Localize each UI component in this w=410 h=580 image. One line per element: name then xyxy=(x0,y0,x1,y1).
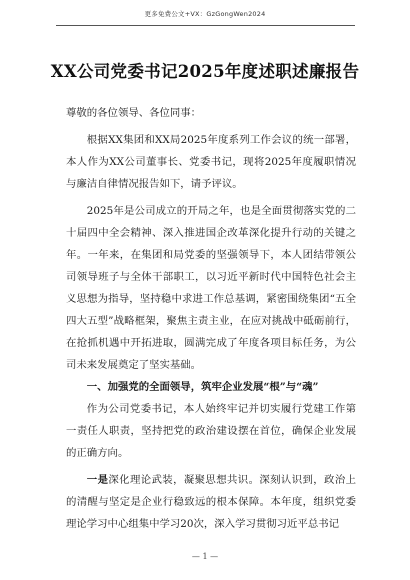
point-paragraph xyxy=(66,469,356,535)
document-title: XX公司党委书记2025年度述职述廉报告 xyxy=(50,62,360,81)
header-note: 更多免费公文+VX：GzGongWen2024 xyxy=(144,10,266,18)
point-text: 深化理论武装，凝聚思想共识。深刻认识到，政治上的清醒与坚定是企业行稳致远的根本保障。本年度，组织党委理论学习中心组集中学习20次，深入学习贯彻习近平总书记 xyxy=(66,474,357,530)
salutation: 尊敬的各位领导、各位同事： xyxy=(66,107,202,119)
page-number: — 1 — xyxy=(191,552,219,561)
overview-paragraph: 2025年是公司成立的开局之年，也是全面贯彻落实党的二十届四中全会精神、深入推进国企改革深化提升行动的关键之年。一年来，在集团和局党委的坚强领导下，本人团结带领公司领导班子与全体干部职工，以习近平新时代中国特色社会主义思想为指导，坚持稳中求进工作总基调，紧密围绕集团“五全四大五型”战略框架，聚焦主责主业，在应对挑战中砥砺前行，在抢抓机遇中开拓进取，圆满完成了年度各项目标任务，为公司未来发展奠定了坚实基础。 xyxy=(66,205,356,371)
section-heading: 一、加强党的全面领导，筑牢企业发展“根”与“魂” xyxy=(86,381,319,393)
point-lead: 一是 xyxy=(86,474,109,486)
intro-paragraph: 根据XX集团和XX局2025年度系列工作会议的统一部署，本人作为XX公司董事长、党委书记，现将2025年度履职情况与廉洁自律情况报告如下，请予评议。 xyxy=(66,134,356,190)
header-divider xyxy=(56,25,355,26)
section-intro-paragraph: 作为公司党委书记，本人始终牢记并切实履行党建工作第一责任人职责，坚持把党的政治建设摆在首位，确保企业发展的正确方向。 xyxy=(66,403,356,459)
document-body xyxy=(66,102,356,535)
